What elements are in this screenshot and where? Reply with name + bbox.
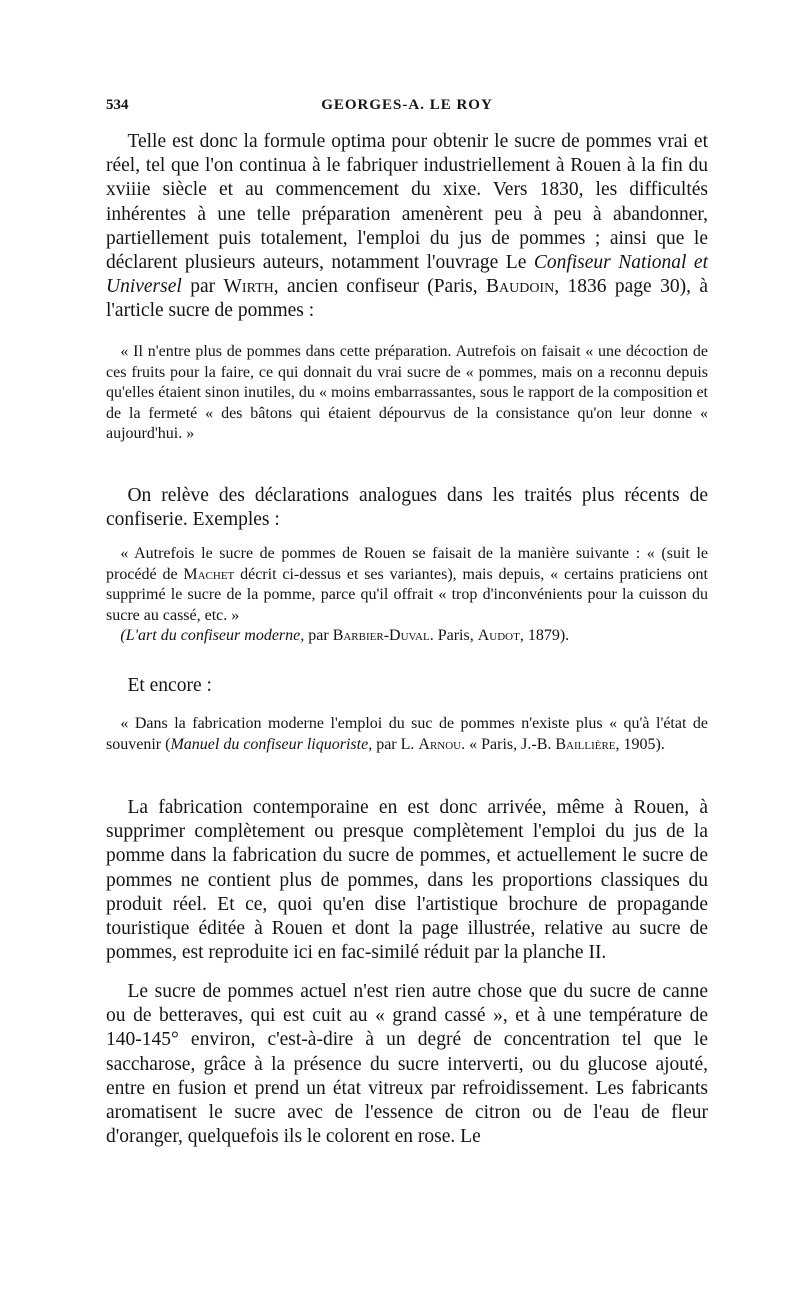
source-mid: . Paris, xyxy=(429,627,478,645)
paragraph-5-text: Le sucre de pommes actuel n'est rien autre chose que du sucre de canne ou de betteraves, qui est cuit au « grand cassé », et à une température de 140-145° environ, c'est-à-dire à un degré de concentration tel que le saccharose, grâce à la présence du sucre interverti, ou du glucose ajouté, entre en fusion et prend un état vitreux par refroidissement. Les fabricants aromatisent le sucre avec de l'essence de citron ou de l'eau de fleur d'oranger, quelquefois ils le colorent en rose. Le xyxy=(106,981,708,1148)
quotation-3-text-a: « Dans la fabrication moderne l'emploi du suc de pommes n'existe plus « qu'à l'état de souvenir ( xyxy=(106,715,708,753)
quotation-3-text-d: , 1905). xyxy=(615,735,665,753)
para1-text-c: , ancien confiseur (Paris, xyxy=(273,276,486,298)
quotation-3-text-b: par L. xyxy=(372,735,419,753)
para1-publisher: Baudoin xyxy=(485,276,555,298)
quotation-2-text-b: décrit ci-dessus et ses variantes), mais depuis, « certains praticiens ont supprimé le sucre de la pomme, parce qu'il offrait « trop d'inconvénients pour la cuisson du sucre au cassé, etc. » xyxy=(106,565,709,624)
paragraph-3-text: Et encore : xyxy=(127,675,212,696)
quotation-2-source xyxy=(106,626,708,647)
para1-author: Wirth xyxy=(223,276,274,298)
source-publisher: Audot xyxy=(477,627,520,645)
quotation-2-name: Machet xyxy=(183,565,235,583)
para1-text-d: , 1836 page 30), à l'article sucre de pommes : xyxy=(106,276,708,322)
source-book-title: (L'art du confiseur moderne, xyxy=(120,627,305,645)
page-number: 534 xyxy=(106,97,129,113)
paragraph-2-text: On relève des déclarations analogues dans les traités plus récents de confiserie. Exemples : xyxy=(106,485,708,531)
quotation-1-text: « Il n'entre plus de pommes dans cette préparation. Autrefois on faisait « une décoction de ces fruits pour la faire, ce qui donnait du vrai sucre de « pommes, mais on a reconnu depuis qu'elles étaient sinon inutiles, du « moins embarrassantes, sous le rapport de la composition et de la fermeté « des bâtons qui étaient dépourvus de la consistance qu'on leur donne « aujourd'hui. » xyxy=(106,343,708,443)
running-title: GEORGES-A. LE ROY xyxy=(321,97,493,113)
paragraph-4-text: La fabrication contemporaine en est donc arrivée, même à Rouen, à supprimer complètement ou presque complètement l'emploi du jus de la pomme dans la fabrication du sucre de pommes, et actuellement le sucre de pommes ne contient plus de pommes, dans les proportions classiques du produit réel. Et ce, quoi qu'en dise l'artistique brochure de propagande touristique éditée à Rouen et dont la page illustrée, relative au sucre de pommes, est reproduite ici en fac-similé réduit par la planche II. xyxy=(106,797,708,964)
quotation-3-text-c: . « Paris, J.-B. xyxy=(461,735,556,753)
quotation-2 xyxy=(106,544,708,647)
para1-text-a: Telle est donc la formule optima pour obtenir le sucre de pommes vrai et réel, tel que l'on continua à le fabriquer industriellement à Rouen à la fin du xviiie siècle et au commencement du xixe. Vers 1830, les difficultés inhérentes à une telle préparation amenèrent peu à peu à abandonner, partiellement puis totalement, l'emploi du jus de pommes ; ainsi que le déclarent plusieurs auteurs, notamment l'ouvrage Le xyxy=(106,131,708,274)
quotation-3-author: Arnou xyxy=(418,735,462,753)
paragraph-3 xyxy=(106,674,708,698)
quotation-3 xyxy=(106,714,708,755)
quotation-2-text-a: « Autrefois le sucre de pommes de Rouen se faisait de la manière suivante : « (suit le procédé de xyxy=(106,545,708,583)
para1-text-b: par xyxy=(181,276,224,298)
page-header xyxy=(106,97,708,121)
quotation-3-publisher: Baillière xyxy=(555,735,616,753)
source-end: , 1879). xyxy=(519,627,570,645)
para1-book-title: Confiseur National et Universel xyxy=(106,252,708,298)
paragraph-1 xyxy=(106,130,708,324)
source-by: par xyxy=(304,627,333,645)
source-author: Barbier-Duval xyxy=(332,627,430,645)
quotation-1 xyxy=(106,342,708,445)
paragraph-2 xyxy=(106,484,708,532)
quotation-3-book-title: Manuel du confiseur liquoriste, xyxy=(170,735,373,753)
paragraph-4 xyxy=(106,796,708,965)
paragraph-5 xyxy=(106,980,708,1149)
